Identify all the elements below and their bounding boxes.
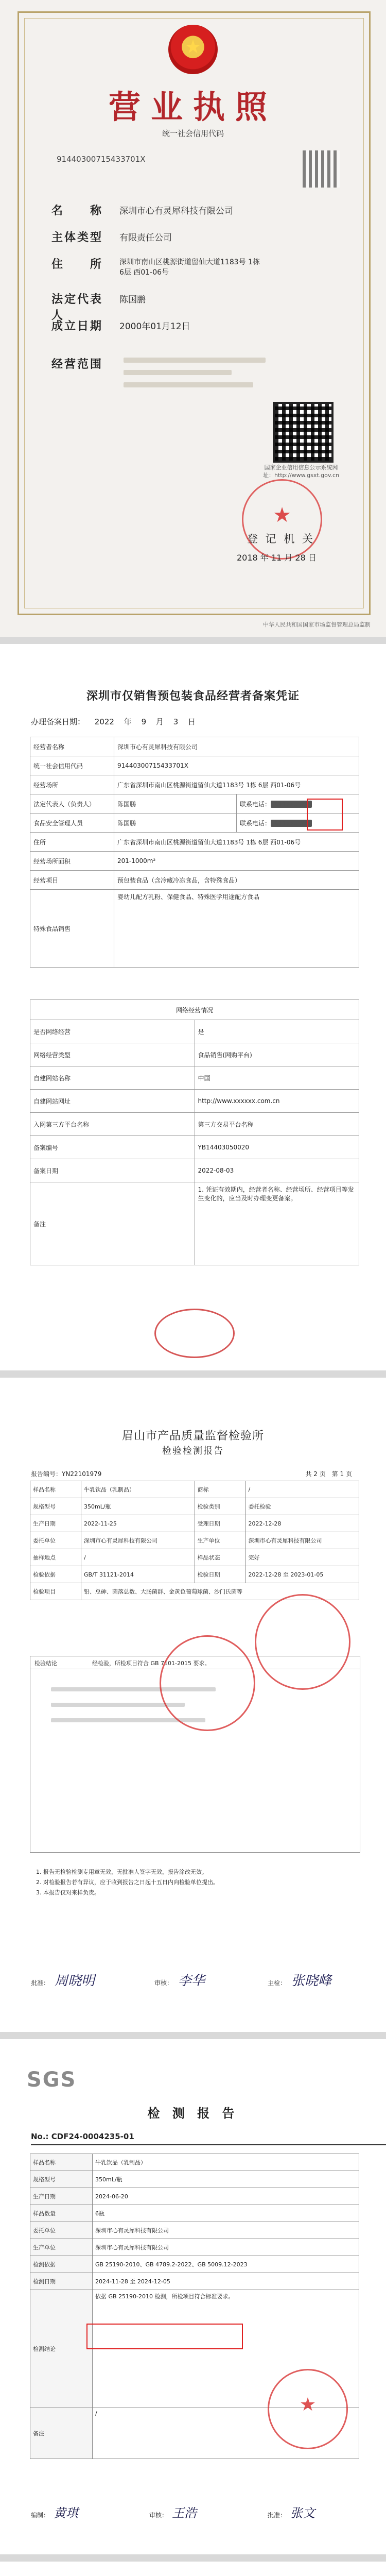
table-row bbox=[30, 1182, 359, 1265]
filing-date-year-unit: 年 bbox=[124, 717, 132, 726]
license-issue-date: 2018 年 11 月 28 日 bbox=[237, 553, 317, 563]
filing-seal-icon bbox=[154, 1309, 235, 1358]
table-cell: 陈国鹏 bbox=[114, 814, 237, 833]
sgs-test-report bbox=[0, 2039, 386, 2554]
license-field-value: 有限责任公司 bbox=[119, 233, 172, 243]
table-cell: 婴幼儿配方乳粉、保健食品、特殊医学用途配方食品 bbox=[114, 890, 359, 968]
license-field-row bbox=[51, 202, 278, 229]
food-filing-certificate bbox=[0, 644, 386, 1370]
table-cell: 检验项目 bbox=[30, 1583, 81, 1600]
meter-signature bbox=[154, 1970, 205, 1989]
table-cell: / bbox=[93, 2408, 359, 2459]
sign-label: 批准： bbox=[268, 2512, 287, 2519]
filing-network-table bbox=[30, 999, 359, 1265]
license-subtitle: 统一社会信用代码 bbox=[162, 129, 224, 138]
filing-date-month-unit: 月 bbox=[155, 717, 164, 726]
table-cell: 受理日期 bbox=[195, 1515, 245, 1532]
table-cell: 2022-12-28 bbox=[245, 1515, 359, 1532]
table-cell: 91440300715433701X bbox=[114, 756, 359, 775]
table-row bbox=[30, 1136, 359, 1159]
meter-result-label: 检验结论 bbox=[34, 1660, 57, 1667]
table-section-head: 网络经营情况 bbox=[30, 1000, 359, 1020]
signature: 张晓峰 bbox=[291, 1973, 332, 1989]
license-fields bbox=[51, 202, 278, 344]
table-cell: 备注 bbox=[30, 1182, 195, 1265]
table-row bbox=[30, 2222, 359, 2239]
table-cell: 生产单位 bbox=[30, 2239, 93, 2256]
meter-report-no bbox=[31, 1469, 101, 1478]
meter-seal-icon bbox=[255, 1594, 350, 1690]
report-no-label: 报告编号： bbox=[31, 1470, 62, 1478]
table-row bbox=[30, 2154, 359, 2171]
filing-title: 深圳市仅销售预包装食品经营者备案凭证 bbox=[86, 690, 300, 703]
license-credit-code: 91440300715433701X bbox=[57, 155, 146, 164]
sign-label: 编制： bbox=[31, 2512, 50, 2519]
meter-seal-icon bbox=[160, 1635, 255, 1731]
report-no-label: No.: bbox=[31, 2132, 49, 2141]
table-row bbox=[30, 1532, 359, 1549]
table-cell: 检验日期 bbox=[195, 1566, 245, 1583]
table-cell: 经营场所面积 bbox=[30, 852, 114, 871]
license-title: 营业执照 bbox=[108, 88, 277, 126]
table-cell: 生产日期 bbox=[30, 2188, 93, 2205]
sgs-title: 检 测 报 告 bbox=[147, 2106, 239, 2121]
filing-record-no: YB14403050020 bbox=[195, 1136, 359, 1159]
table-cell: 完好 bbox=[245, 1549, 359, 1566]
table-cell: 陈国鹏 bbox=[114, 794, 237, 814]
table-cell: 预包装食品（含冷藏冷冻食品，含特殊食品） bbox=[114, 871, 359, 890]
filing-date-day: 3 bbox=[173, 717, 179, 726]
note-line: 1. 报告无检验检测专用章无效，无批准人签字无效，报告涂改无效。 bbox=[36, 1869, 207, 1875]
table-cell: 特殊食品销售 bbox=[30, 890, 114, 968]
table-cell: 检验依据 bbox=[30, 1566, 81, 1583]
metrology-inspection-report bbox=[0, 1378, 386, 2032]
table-row bbox=[30, 1113, 359, 1136]
table-cell: 食品销售(网购平台) bbox=[195, 1043, 359, 1066]
sign-label: 主检： bbox=[268, 1979, 287, 1987]
table-cell: 检验类别 bbox=[195, 1498, 245, 1515]
license-field-label: 法定代表人 bbox=[51, 293, 103, 322]
filing-date-label: 办理备案日期： bbox=[31, 717, 85, 726]
table-row bbox=[30, 1498, 359, 1515]
license-field-value: 2000年01月12日 bbox=[119, 321, 190, 332]
table-row bbox=[30, 1159, 359, 1182]
note-line: 2. 对检验报告若有异议，应于收到报告之日起十五日内向检验单位提出。 bbox=[36, 1879, 219, 1886]
license-field-row bbox=[51, 229, 278, 256]
table-cell: 委托检验 bbox=[245, 1498, 359, 1515]
table-cell: 规格型号 bbox=[30, 2171, 93, 2188]
table-cell: 住所 bbox=[30, 833, 114, 852]
table-row bbox=[30, 2273, 359, 2290]
license-field-value: 陈国鹏 bbox=[119, 295, 146, 305]
signature: 李华 bbox=[178, 1973, 205, 1989]
table-cell: 牛乳饮品（乳制品） bbox=[81, 1481, 195, 1498]
license-field-label: 主体类型 bbox=[51, 231, 103, 244]
phone-masked: 1911xxxxxxx bbox=[271, 819, 312, 827]
table-cell: 联系电话：1911xxxxxxx bbox=[237, 794, 359, 814]
meter-signature bbox=[268, 1970, 331, 1989]
filing-date: 2022-08-03 bbox=[195, 1159, 359, 1182]
filing-table bbox=[30, 737, 359, 968]
table-cell: 委托单位 bbox=[30, 2222, 93, 2239]
table-cell: 食品安全管理人员 bbox=[30, 814, 114, 833]
table-cell: 联系电话：1911xxxxxxx bbox=[237, 814, 359, 833]
table-row bbox=[30, 1020, 359, 1043]
table-row bbox=[30, 1566, 359, 1583]
filing-date-month: 9 bbox=[141, 717, 147, 726]
license-footer: 中华人民共和国国家市场监督管理总局监制 bbox=[263, 621, 371, 628]
table-cell: 网络经营类型 bbox=[30, 1043, 195, 1066]
license-field-label: 住 所 bbox=[51, 258, 103, 271]
table-cell: http://www.xxxxxx.com.cn bbox=[195, 1090, 359, 1113]
national-emblem-icon bbox=[168, 25, 218, 74]
table-cell: 统一社会信用代码 bbox=[30, 756, 114, 775]
table-cell: 法定代表人（负责人） bbox=[30, 794, 114, 814]
license-scope-blurred bbox=[124, 358, 278, 395]
table-cell: 抽样地点 bbox=[30, 1549, 81, 1566]
cti-test-report bbox=[0, 2562, 386, 2576]
sgs-logo: SGS bbox=[27, 2068, 77, 2092]
table-cell: 牛乳饮品（乳制品） bbox=[93, 2154, 359, 2171]
divider bbox=[0, 2554, 386, 2562]
table-cell: 广东省深圳市南山区桃源街道留仙大道1183号 1栋 6层 西01-06号 bbox=[114, 833, 359, 852]
sign-label: 审核： bbox=[149, 2512, 168, 2519]
sgs-report-no bbox=[31, 2132, 134, 2141]
filing-remark: 1. 凭证有效期内，经营者名称、经营场所、经营项目等发生变化的，应当及时办理变更备案。 bbox=[195, 1182, 359, 1265]
table-cell: 铅、总砷、菌落总数、大肠菌群、金黄色葡萄球菌、沙门氏菌等 bbox=[81, 1583, 359, 1600]
table-cell: 是 bbox=[195, 1020, 359, 1043]
filing-date-line bbox=[31, 716, 203, 727]
meter-result-text: 经检验，所检项目符合 GB 7101-2015 要求。 bbox=[92, 1660, 210, 1667]
table-cell: 经营者名称 bbox=[30, 737, 114, 756]
signature: 黄琪 bbox=[54, 2506, 79, 2520]
report-no-value: CDF24-0004235-01 bbox=[51, 2132, 134, 2141]
meter-table bbox=[30, 1481, 359, 1600]
table-cell: 2022-11-25 bbox=[81, 1515, 195, 1532]
table-row bbox=[30, 2205, 359, 2222]
meter-page: 共 2 页 第 1 页 bbox=[305, 1470, 352, 1478]
table-row bbox=[30, 1090, 359, 1113]
table-cell: 样品状态 bbox=[195, 1549, 245, 1566]
table-cell: 2022-12-28 至 2023-01-05 bbox=[245, 1566, 359, 1583]
table-row bbox=[30, 2188, 359, 2205]
license-field-label: 名 称 bbox=[51, 204, 103, 217]
table-cell: / bbox=[245, 1481, 359, 1498]
license-scope-label: 经营范围 bbox=[51, 358, 103, 371]
meter-title: 眉山市产品质量监督检验所 bbox=[121, 1430, 264, 1443]
registrar-seal-icon bbox=[242, 479, 322, 560]
table-row bbox=[30, 1000, 359, 1020]
divider bbox=[0, 1370, 386, 1378]
phone-label: 联系电话 bbox=[240, 800, 265, 808]
table-cell: 生产单位 bbox=[195, 1532, 245, 1549]
sgs-signature bbox=[149, 2503, 197, 2521]
table-cell: 中国 bbox=[195, 1066, 359, 1090]
signature: 周晓明 bbox=[55, 1973, 95, 1989]
license-registrar: 登 记 机 关 bbox=[247, 533, 315, 545]
table-cell: GB 25190-2010、GB 4789.2-2022、GB 5009.12-2023 bbox=[93, 2256, 359, 2273]
table-cell: 经营场所 bbox=[30, 775, 114, 794]
table-cell: 2024-06-20 bbox=[93, 2188, 359, 2205]
table-row bbox=[30, 1515, 359, 1532]
business-license bbox=[0, 0, 386, 637]
table-cell: 深圳市心有灵犀科技有限公司 bbox=[93, 2239, 359, 2256]
table-cell: 201-1000m² bbox=[114, 852, 359, 871]
filing-date-year: 2022 bbox=[94, 717, 114, 726]
phone-masked: 1911xxxxxxx bbox=[271, 800, 312, 808]
signature: 王浩 bbox=[172, 2506, 197, 2520]
license-qr-code-icon bbox=[273, 402, 334, 463]
table-cell: 检测日期 bbox=[30, 2273, 93, 2290]
table-row bbox=[30, 775, 359, 794]
license-field-row bbox=[51, 291, 278, 322]
table-cell: 自建网站网址 bbox=[30, 1090, 195, 1113]
table-row bbox=[30, 852, 359, 871]
table-row bbox=[30, 737, 359, 756]
note-line: 3. 本报告仅对来样负责。 bbox=[36, 1889, 100, 1896]
table-cell: 依据 GB 25190-2010 检测，所检项目符合标准要求。 bbox=[93, 2290, 359, 2408]
table-row bbox=[30, 833, 359, 852]
meter-notes bbox=[36, 1867, 355, 1898]
table-cell: 委托单位 bbox=[30, 1532, 81, 1549]
license-field-label: 成立日期 bbox=[51, 319, 103, 333]
table-cell: 350mL/瓶 bbox=[81, 1498, 195, 1515]
highlight-box bbox=[86, 2324, 243, 2349]
table-cell: 2024-11-28 至 2024-12-05 bbox=[93, 2273, 359, 2290]
table-cell: 深圳市心有灵犀科技有限公司 bbox=[93, 2222, 359, 2239]
license-field-value: 深圳市南山区桃源街道留仙大道1183号 1栋 6层 西01-06号 bbox=[119, 258, 260, 277]
table-cell: 入网第三方平台名称 bbox=[30, 1113, 195, 1136]
table-cell: 深圳市心有灵犀科技有限公司 bbox=[114, 737, 359, 756]
table-cell: 检测依据 bbox=[30, 2256, 93, 2273]
meter-signature bbox=[31, 1970, 95, 1989]
sgs-signature bbox=[31, 2503, 78, 2521]
table-cell: 深圳市心有灵犀科技有限公司 bbox=[81, 1532, 195, 1549]
table-cell: / bbox=[81, 1549, 195, 1566]
table-cell: 深圳市心有灵犀科技有限公司 bbox=[245, 1532, 359, 1549]
table-cell: 生产日期 bbox=[30, 1515, 81, 1532]
license-field-row bbox=[51, 256, 278, 291]
table-cell: 检测结论 bbox=[30, 2290, 93, 2408]
divider bbox=[0, 2032, 386, 2039]
table-row bbox=[30, 1043, 359, 1066]
meter-subtitle: 检验检测报告 bbox=[162, 1446, 224, 1456]
sign-label: 批准： bbox=[31, 1979, 50, 1987]
table-cell: 第三方交易平台名称 bbox=[195, 1113, 359, 1136]
table-row bbox=[30, 1066, 359, 1090]
sign-label: 审核： bbox=[154, 1979, 173, 1987]
divider bbox=[0, 637, 386, 644]
table-cell: GB/T 31121-2014 bbox=[81, 1566, 195, 1583]
table-cell: 商标 bbox=[195, 1481, 245, 1498]
table-cell: 自建网站名称 bbox=[30, 1066, 195, 1090]
table-cell: 350mL/瓶 bbox=[93, 2171, 359, 2188]
table-row bbox=[30, 2239, 359, 2256]
license-field-value: 深圳市心有灵犀科技有限公司 bbox=[119, 206, 233, 216]
table-cell: 备案编号 bbox=[30, 1136, 195, 1159]
table-cell: 经营项目 bbox=[30, 871, 114, 890]
table-cell: 广东省深圳市南山区桃源街道留仙大道1183号 1栋 6层 西01-06号 bbox=[114, 775, 359, 794]
table-row bbox=[30, 2171, 359, 2188]
table-row bbox=[30, 1481, 359, 1498]
table-row bbox=[30, 756, 359, 775]
phone-label: 联系电话 bbox=[240, 819, 265, 827]
table-cell: 样品名称 bbox=[30, 2154, 93, 2171]
table-cell: 样品数量 bbox=[30, 2205, 93, 2222]
table-cell: 6瓶 bbox=[93, 2205, 359, 2222]
license-small-qr-icon bbox=[303, 150, 340, 188]
table-row bbox=[30, 2256, 359, 2273]
table-cell: 备注 bbox=[30, 2408, 93, 2459]
report-no-value: YN22101979 bbox=[62, 1470, 102, 1478]
filing-date-day-unit: 日 bbox=[188, 717, 196, 726]
sgs-seal-icon bbox=[268, 2369, 348, 2449]
table-cell: 规格型号 bbox=[30, 1498, 81, 1515]
highlight-box bbox=[307, 799, 343, 831]
license-field-row bbox=[51, 317, 278, 344]
table-row bbox=[30, 871, 359, 890]
table-cell: 样品名称 bbox=[30, 1481, 81, 1498]
sgs-signature bbox=[268, 2503, 315, 2521]
table-cell: 备案日期 bbox=[30, 1159, 195, 1182]
table-row bbox=[30, 890, 359, 968]
table-row bbox=[30, 1549, 359, 1566]
table-cell: 是否网络经营 bbox=[30, 1020, 195, 1043]
signature: 张文 bbox=[290, 2506, 315, 2520]
license-qr-caption: 国家企业信用信息公示系统网址：http://www.gsxt.gov.cn bbox=[262, 464, 340, 479]
